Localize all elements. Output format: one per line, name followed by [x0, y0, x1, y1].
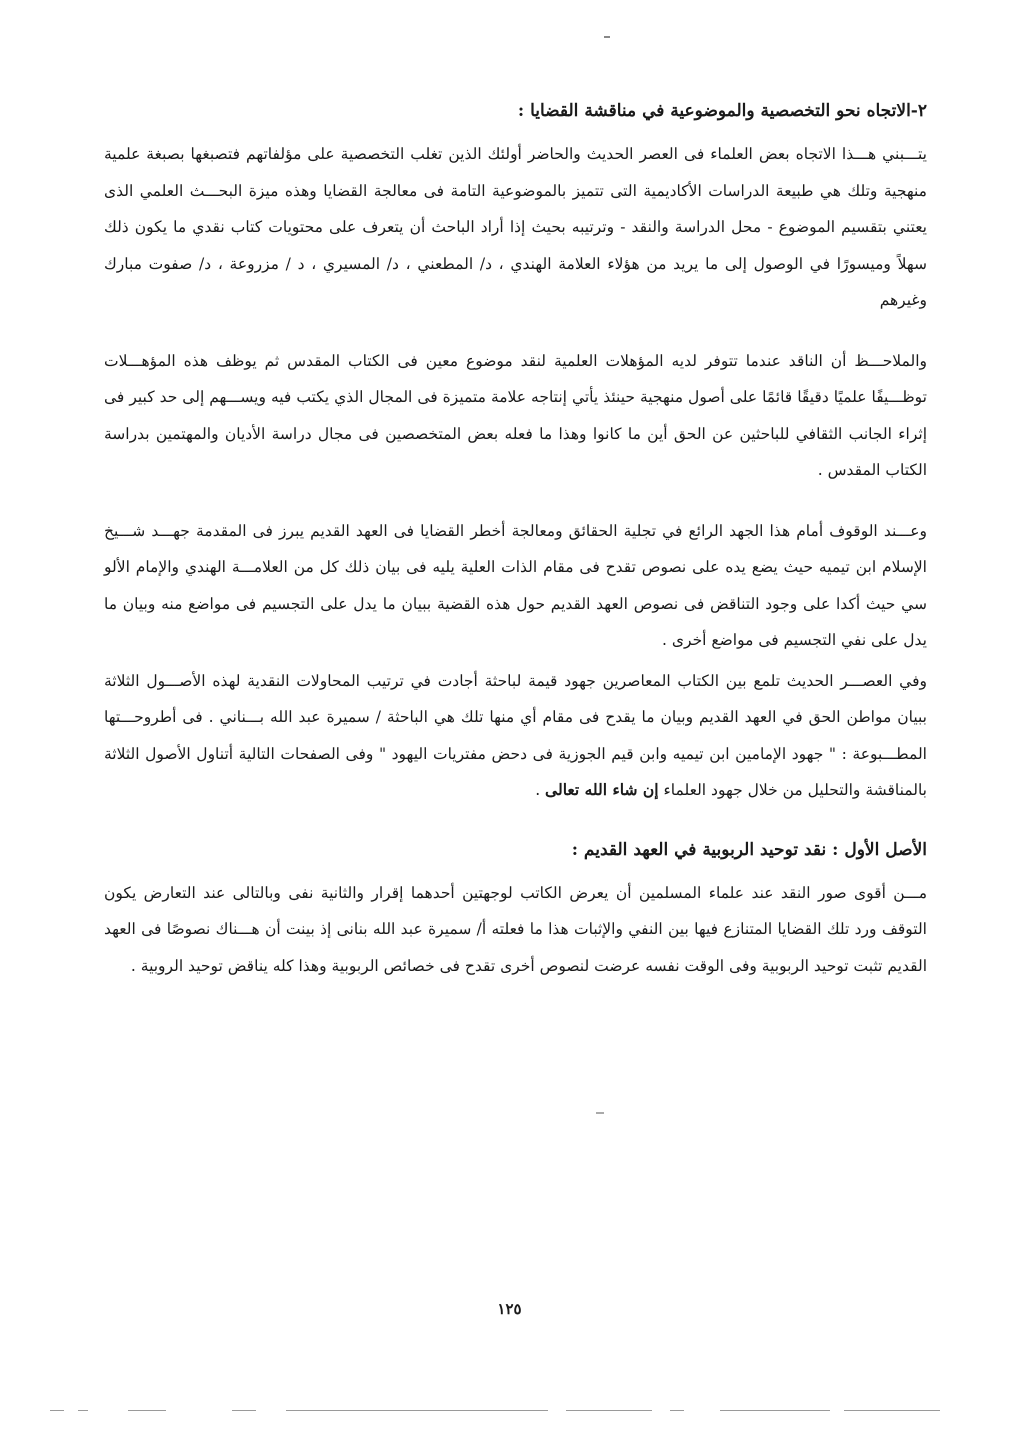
- paragraph-2: والملاحـــظ أن الناقد عندما تتوفر لديه المؤهلات العلمية لنقد موضوع معين فى الكتاب المقدس ثم يوظف هذه المؤهـــلات توظـــيفًا علميًا دقيقًا قائمًا على أصول منهجية حينئذ يأتي إنتاجه علامة متميزة فى المجال الذي يكتب فيه ويســـهم إلى حد كبير فى إثراء الجانب الثقافي للباحثين عن الحق أين ما كانوا وهذا ما فعله بعض المتخصصين فى مجال دراسة الأديان والمهتمين بدراسة الكتاب المقدس .: [104, 351, 927, 479]
- section-heading: ٢-الاتجاه نحو التخصصية والموضوعية في مناقشة القضايا :: [517, 101, 927, 121]
- paragraph-4: [104, 663, 927, 809]
- footer-rule: [844, 1410, 940, 1411]
- scan-mark: [604, 36, 610, 38]
- paragraph-spacer: [104, 489, 927, 513]
- page-body: [104, 96, 927, 984]
- paragraph-4-text: وفي العصـــر الحديث تلمع بين الكتاب المعاصرين جهود قيمة لباحثة أجادت في ترتيب المحاولات النقدية لهذه الأصـــول الثلاثة ببيان مواطن الحق في العهد القديم وبيان ما يقدح فى مقام أي منها تلك هي الباحثة / سميرة عبد الله بـــناني . فى أطروحـــتها المطـــبوعة : " جهود الإمامين ابن تيميه وابن قيم الجوزية فى دحض مفتريات اليهود " وفى الصفحات التالية أتناول الأصول الثلاثة بالمناقشة والتحليل من خلال جهود العلماء: [104, 671, 927, 799]
- footer-rule: [286, 1410, 548, 1411]
- heading-spacer: [104, 809, 927, 835]
- footer-rule: [566, 1410, 652, 1411]
- paragraph-3: وعـــند الوقوف أمام هذا الجهد الرائع في تجلية الحقائق ومعالجة أخطر القضايا فى العهد القديم يبرز فى المقدمة جهـــد شـــيخ الإسلام ابن تيميه حيث يضع يده على نصوص تقدح فى مقام الذات العلية يليه فى بيان ذلك كل من العلامـــة الهندي والإمام الألو سي حيث أكدا على وجود التناقض فى نصوص العهد القديم حول هذه القضية ببيان ما يدل على التجسيم فى مواضع منه وبيان ما يدل على نفي التجسيم فى مواضع أخرى .: [104, 521, 927, 649]
- footer-rule: [670, 1410, 684, 1411]
- footer-rule: [720, 1410, 830, 1411]
- paragraph-5: مـــن أقوى صور النقد عند علماء المسلمين أن يعرض الكاتب لوجهتين أحدهما إقرار والثانية نفى وبالتالى عند التعارض يكون التوقف ورد تلك القضايا المتنازع فيها بين النفي والإثبات هذا ما فعلته أ/ سميرة عبد الله بنانى إذ بينت أن هـــناك نصوصًا فى العهد القديم تثبت توحيد الربوبية وفى الوقت نفسه عرضت لنصوص أخرى تقدح فى خصائص الربوبية وهذا كله يناقض توحيد الروبية .: [104, 883, 927, 975]
- paragraph-4-end: .: [535, 781, 546, 799]
- paragraph-4-closing-phrase: إن شاء الله تعالى: [545, 780, 659, 799]
- footer-rule: [78, 1410, 88, 1411]
- subsection-heading: الأصل الأول : نقد توحيد الربوبية في العهد القديم :: [571, 839, 927, 860]
- scan-mark: [596, 1112, 604, 1114]
- footer-rule: [128, 1410, 166, 1411]
- page-number: ١٢٥: [497, 1300, 522, 1318]
- paragraph-spacer: [104, 319, 927, 343]
- footer-rule: [232, 1410, 256, 1411]
- paragraph-1: يتـــبني هـــذا الاتجاه بعض العلماء فى العصر الحديث والحاضر أولئك الذين تغلب التخصصية على مؤلفاتهم فتصبغها بصبغة علمية منهجية وتلك هي طبيعة الدراسات الأكاديمية التى تتميز بالموضوعية التامة فى معالجة القضايا وهذه ميزة البحـــث العلمي الذى يعتني بتقسيم الموضوع - محل الدراسة والنقد - وترتيبه بحيث إذا أراد الباحث أن يتعرف على محتويات كتاب نقدي ما يكون ذلك سهلاً وميسورًا في الوصول إلى ما يريد من هؤلاء العلامة الهندي ، د/ المطعني ، د/ المسيري ، د / مزروعة ، د/ صفوت مبارك وغيرهم: [104, 145, 927, 309]
- footer-rule: [50, 1410, 64, 1411]
